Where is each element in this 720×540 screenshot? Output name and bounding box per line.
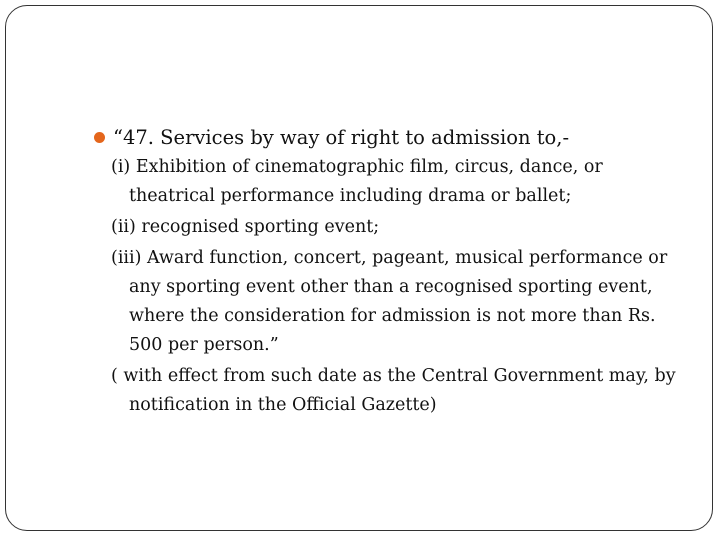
list-item-ii: (ii) recognised sporting event; [111, 217, 380, 237]
slide-content [94, 123, 694, 422]
slide-frame [5, 5, 713, 531]
bullet-dot-icon [94, 132, 105, 143]
list-item-i: (i) Exhibition of cinematographic film, circus, dance, or theatrical performance including drama or ballet; [111, 157, 603, 206]
list-item-iii: (iii) Award function, concert, pageant, musical performance or any sporting event other than a recognised sporting event, where the consideration for admission is not more than Rs. 500 per person.” [111, 248, 668, 355]
bullet-heading [94, 123, 694, 153]
list-item-note: ( with effect from such date as the Central Government may, by notification in the Official Gazette) [111, 366, 676, 415]
sub-list [111, 153, 694, 420]
heading-text: “47. Services by way of right to admission to,- [113, 126, 570, 149]
